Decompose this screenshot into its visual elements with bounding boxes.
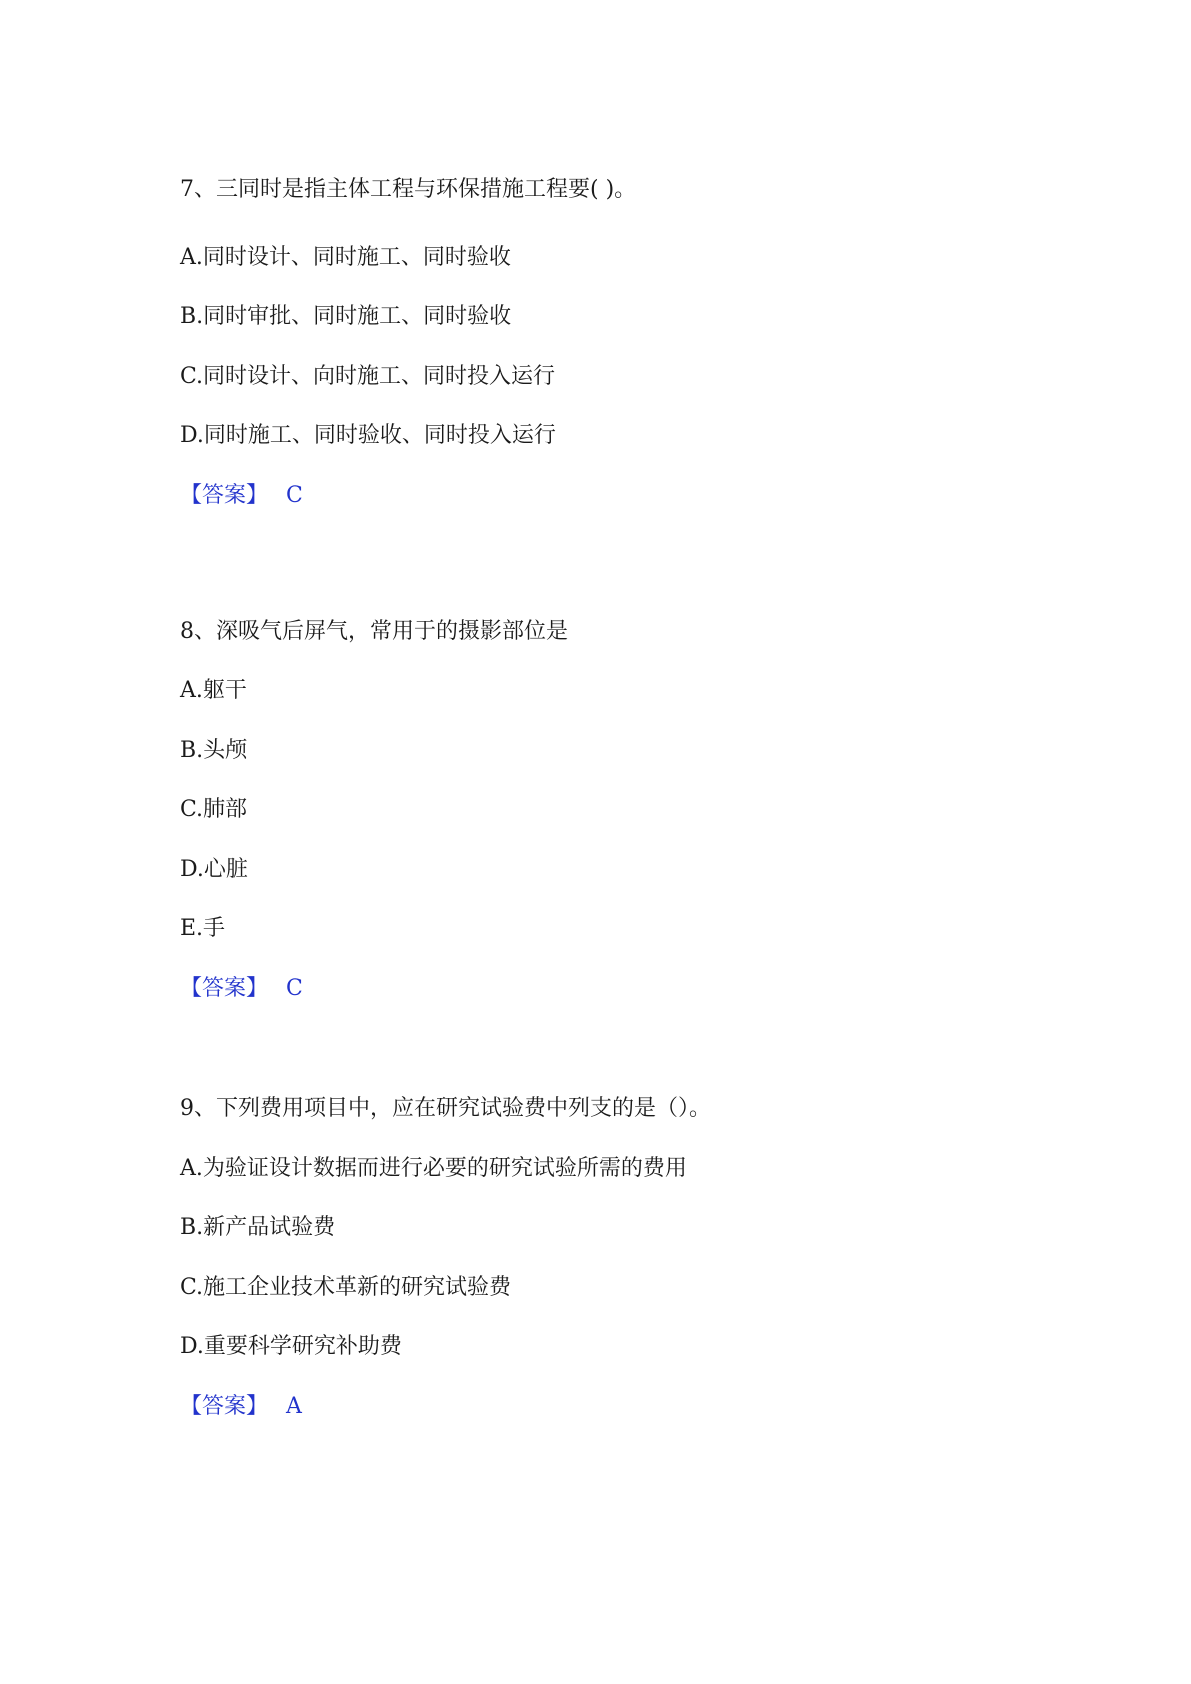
question-7-stem: 7、三同时是指主体工程与环保措施工程要( )。 <box>180 177 637 202</box>
question-7-option-c: C.同时设计、向时施工、同时投入运行 <box>180 364 556 389</box>
answer-value: A <box>286 1394 302 1419</box>
question-7-option-a: A.同时设计、同时施工、同时验收 <box>180 245 511 270</box>
question-8-option-c: C.肺部 <box>180 797 248 822</box>
question-9-option-b: B.新产品试验费 <box>180 1215 336 1240</box>
question-9-stem: 9、下列费用项目中，应在研究试验费中列支的是（）。 <box>180 1096 711 1121</box>
answer-label: 【答案】 <box>180 976 269 1001</box>
question-7-option-b: B.同时审批、同时施工、同时验收 <box>180 304 512 329</box>
question-9-option-a: A.为验证设计数据而进行必要的研究试验所需的费用 <box>180 1156 687 1181</box>
question-8-option-d: D.心脏 <box>180 857 248 882</box>
question-9-option-c: C.施工企业技术革新的研究试验费 <box>180 1275 512 1300</box>
question-8-option-a: A.躯干 <box>180 678 247 703</box>
answer-label: 【答案】 <box>180 483 269 508</box>
question-9-answer <box>180 1392 302 1422</box>
answer-label: 【答案】 <box>180 1394 269 1419</box>
question-9-option-d: D.重要科学研究补助费 <box>180 1334 402 1359</box>
question-8-stem: 8、深吸气后屏气，常用于的摄影部位是 <box>180 619 568 644</box>
answer-value: C <box>286 483 303 508</box>
question-7-option-d: D.同时施工、同时验收、同时投入运行 <box>180 423 556 448</box>
question-8-answer <box>180 974 303 1004</box>
answer-value: C <box>286 976 303 1001</box>
question-7-answer <box>180 481 303 511</box>
question-8-option-e: E.手 <box>180 916 226 941</box>
question-8-option-b: B.头颅 <box>180 738 248 763</box>
